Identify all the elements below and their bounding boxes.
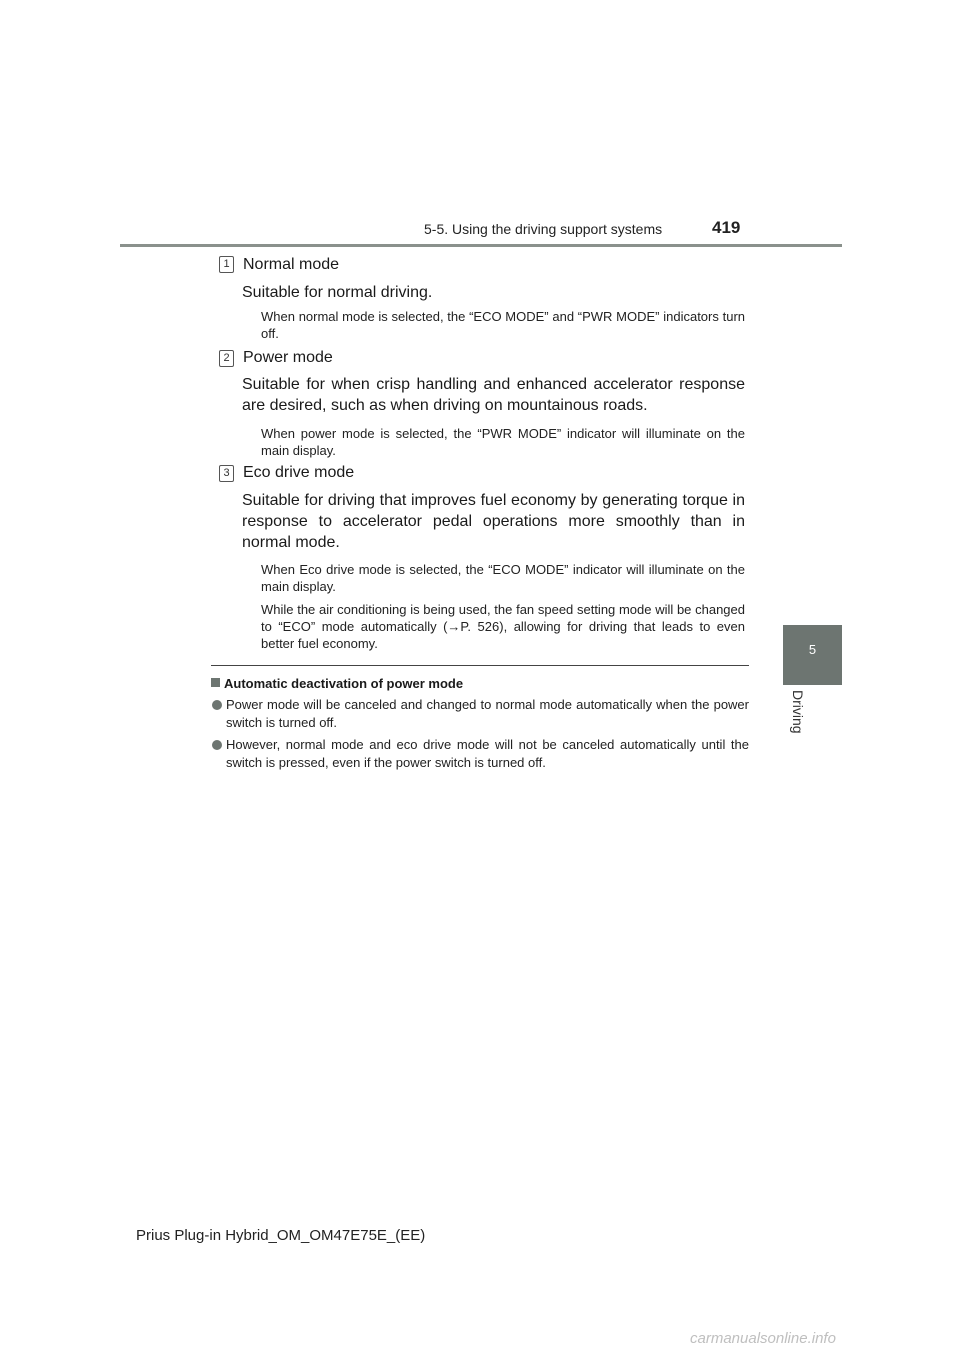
mode-title: Eco drive mode: [243, 464, 355, 481]
mode-note: When power mode is selected, the “PWR MODE” indicator will illuminate on the main display.: [261, 426, 745, 458]
chapter-label: [790, 690, 820, 750]
mode-note: When Eco drive mode is selected, the “ECO MODE” indicator will illuminate on the main display.: [261, 562, 745, 594]
mode-title: Power mode: [243, 349, 333, 366]
mode-note: While the air conditioning is being used, the fan speed setting mode will be changed to “ECO” mode automatically (→P. 526), allowing for driving that leads to even better fuel economy.: [261, 602, 745, 651]
bullet-item: Power mode will be canceled and changed to normal mode automatically when the power switch is turned off.: [226, 697, 749, 730]
section-title: 5-5. Using the driving support systems: [424, 221, 663, 237]
mode-number-badge: 1: [219, 256, 234, 273]
section-divider: [211, 665, 749, 666]
mode-number-badge: 2: [219, 350, 234, 367]
mode-description: Suitable for driving that improves fuel economy by generating torque in response to accelerator pedal operations more smoothly than in normal mode.: [242, 492, 745, 551]
bullet-dot-icon: [212, 700, 222, 710]
watermark: carmanualsonline.info: [690, 1330, 836, 1347]
header-divider: [120, 244, 842, 247]
section-heading: Automatic deactivation of power mode: [224, 676, 464, 691]
square-bullet-icon: [211, 678, 220, 687]
mode-description: Suitable for normal driving.: [242, 284, 433, 301]
chapter-number: 5: [808, 642, 817, 657]
mode-number-badge: 3: [219, 465, 234, 482]
chapter-label-text: Driving: [790, 690, 806, 734]
bullet-dot-icon: [212, 740, 222, 750]
mode-note: When normal mode is selected, the “ECO MODE” and “PWR MODE” indicators turn off.: [261, 309, 745, 341]
mode-description: Suitable for when crisp handling and enhanced accelerator response are desired, such as when driving on mountainous roads.: [242, 376, 745, 414]
mode-title: Normal mode: [243, 256, 340, 273]
bullet-item: However, normal mode and eco drive mode will not be canceled automatically until the switch is pressed, even if the power switch is turned off.: [226, 737, 749, 770]
document-id: Prius Plug-in Hybrid_OM_OM47E75E_(EE): [136, 1227, 426, 1244]
page-number: 419: [712, 218, 741, 237]
